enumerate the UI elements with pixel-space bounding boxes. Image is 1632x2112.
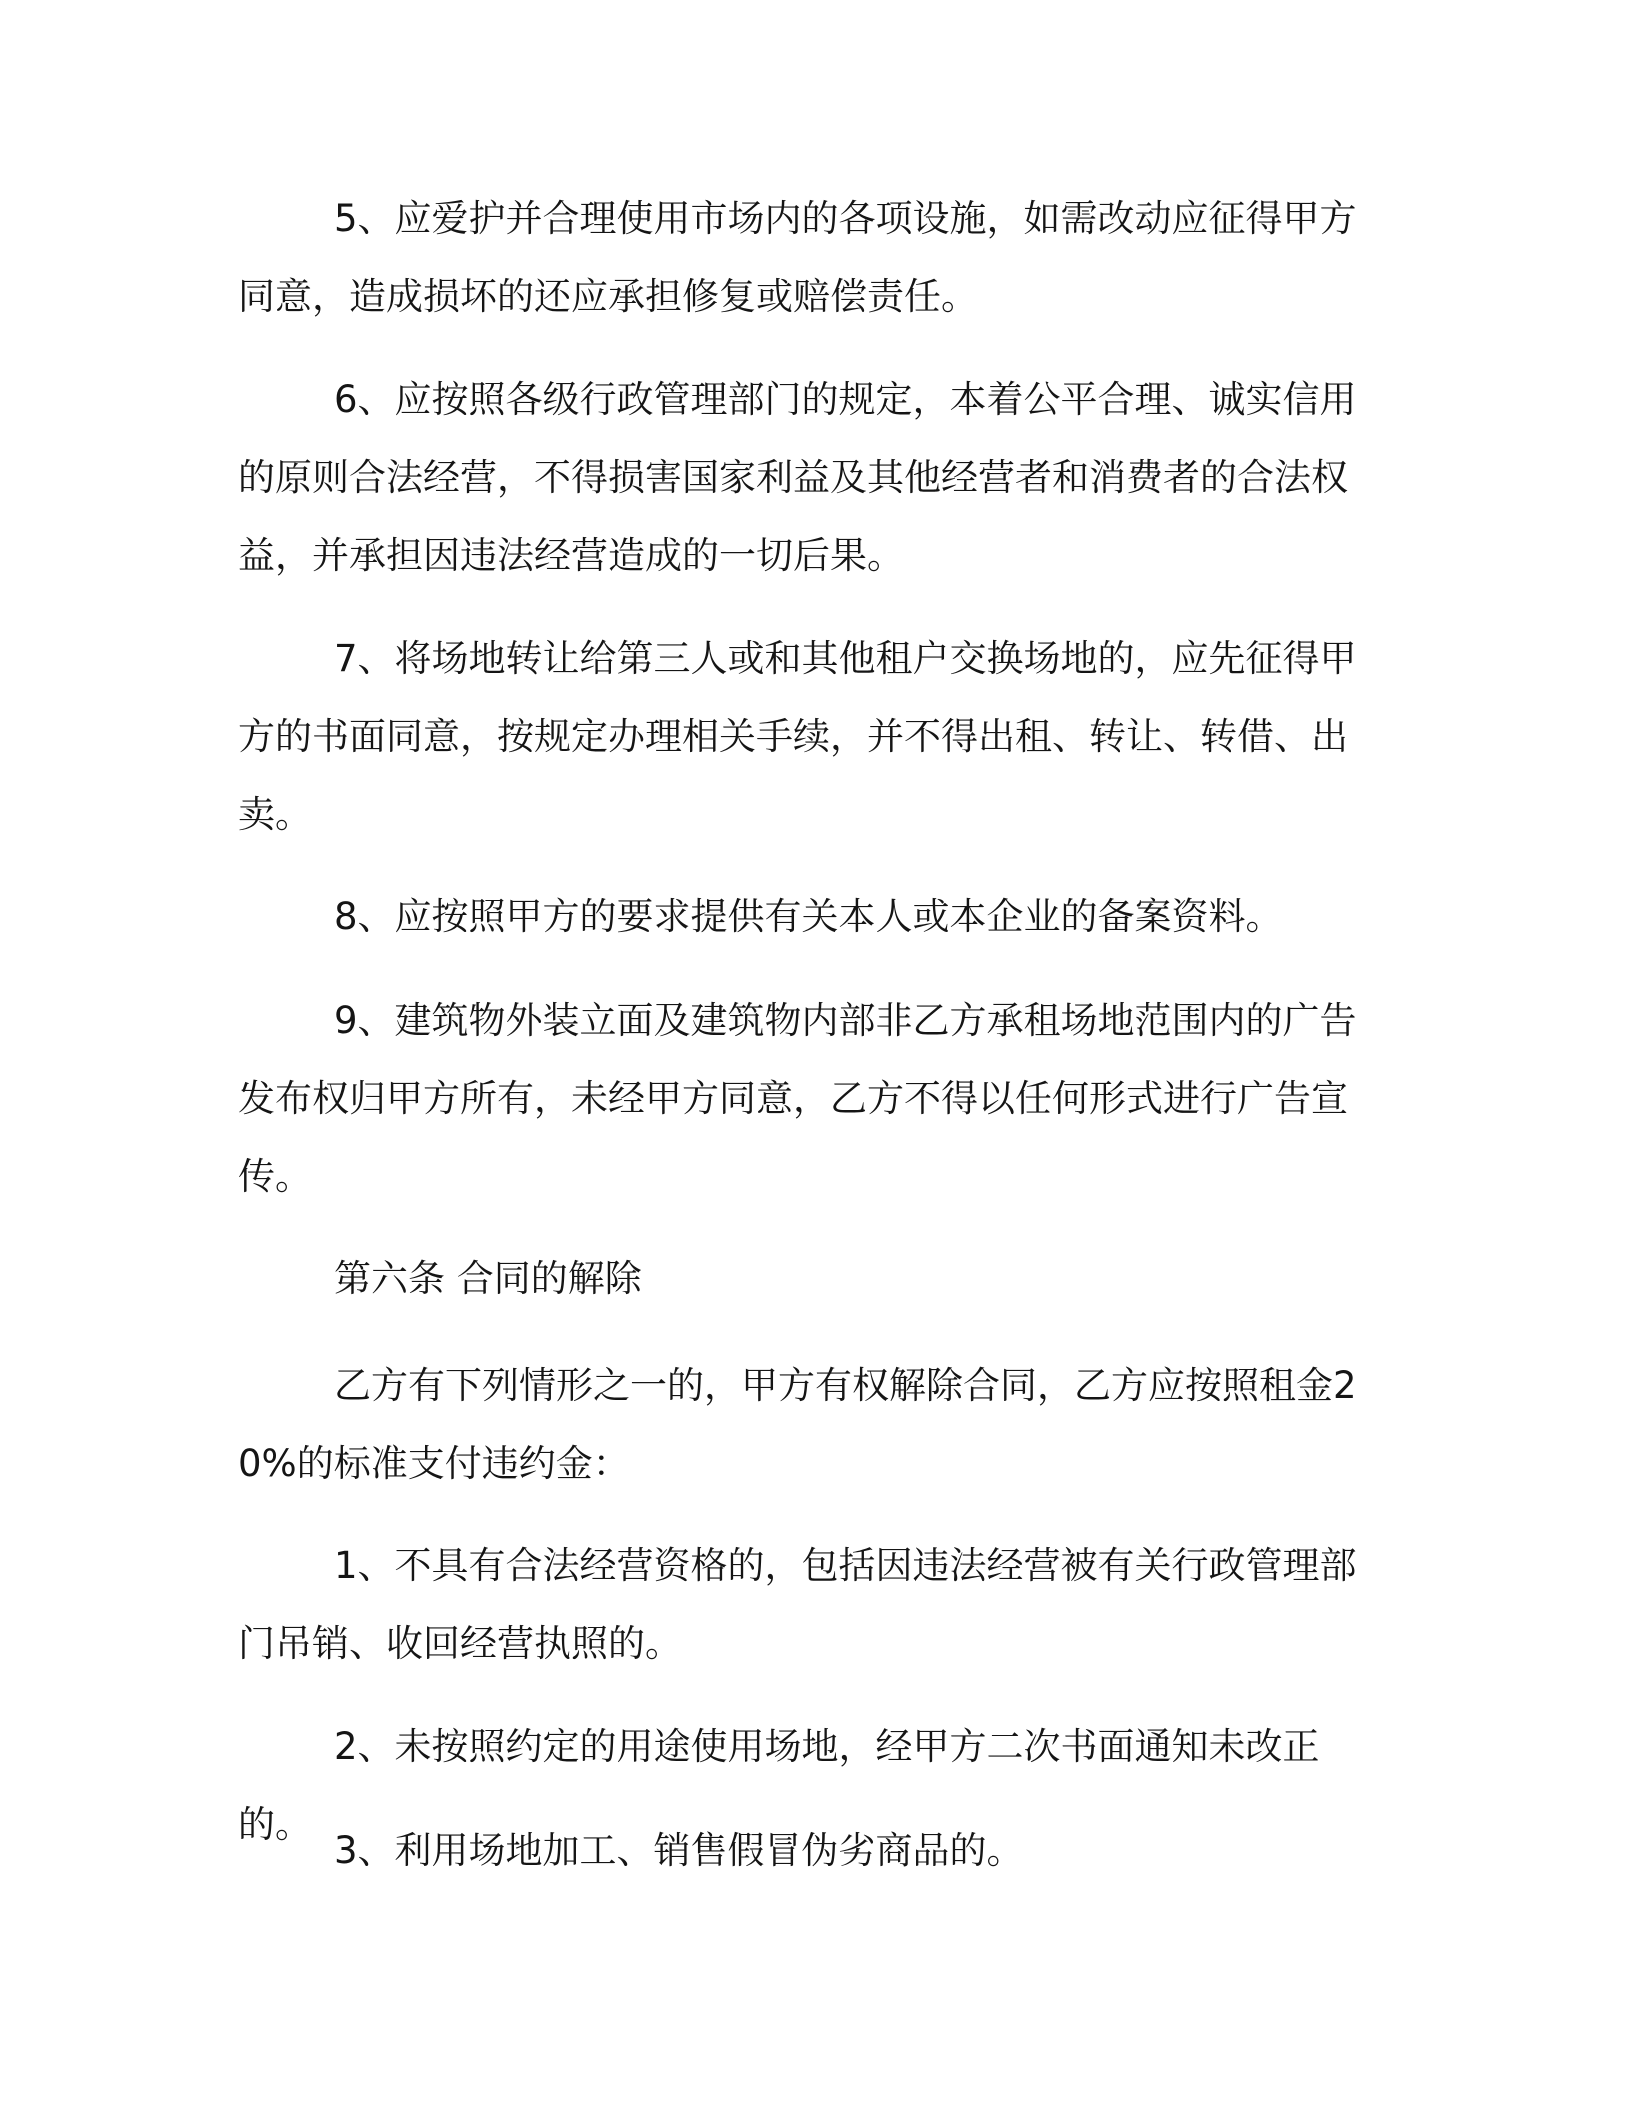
article-six-heading: 第六条 合同的解除 [334, 1257, 642, 1300]
clause-9-paragraph: 9、建筑物外装立面及建筑物内部非乙方承租场地范围内的广告发布权归甲方所有，未经甲方同意，乙方不得以任何形式进行广告宣传。 [238, 999, 1357, 1198]
termination-item-1: 1、不具有合法经营资格的，包括因违法经营被有关行政管理部门吊销、收回经营执照的。 [238, 1544, 1357, 1665]
clause-7-paragraph: 7、将场地转让给第三人或和其他租户交换场地的，应先征得甲方的书面同意，按规定办理相关手续，并不得出租、转让、转借、出卖。 [238, 637, 1357, 836]
termination-item-3: 3、利用场地加工、销售假冒伪劣商品的。 [334, 1829, 1024, 1872]
termination-item-2: 2、未按照约定的用途使用场地，经甲方二次书面通知未改正的。 [238, 1725, 1320, 1846]
clause-5-paragraph: 5、应爱护并合理使用市场内的各项设施，如需改动应征得甲方同意，造成损坏的还应承担修复或赔偿责任。 [238, 197, 1357, 318]
clause-6-paragraph: 6、应按照各级行政管理部门的规定，本着公平合理、诚实信用的原则合法经营，不得损害国家利益及其他经营者和消费者的合法权益，并承担因违法经营造成的一切后果。 [238, 378, 1357, 577]
clause-8-paragraph: 8、应按照甲方的要求提供有关本人或本企业的备案资料。 [334, 895, 1283, 938]
termination-intro-paragraph: 乙方有下列情形之一的，甲方有权解除合同，乙方应按照租金20%的标准支付违约金： [238, 1364, 1357, 1485]
